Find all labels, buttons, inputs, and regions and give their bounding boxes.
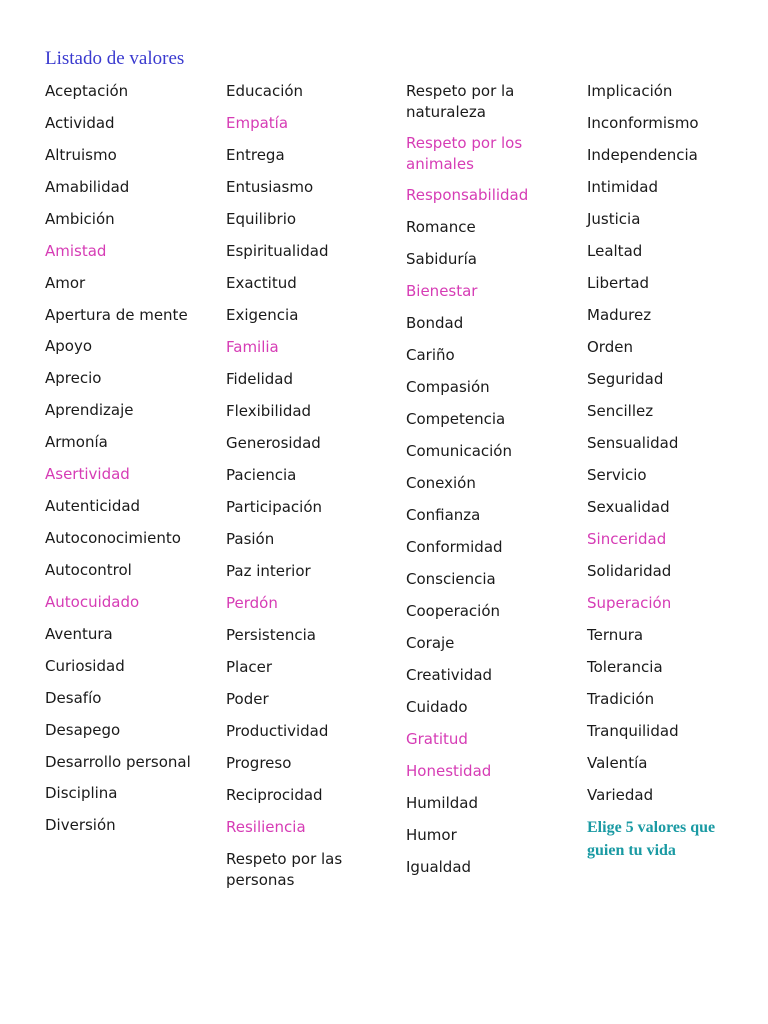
value-item: Conexión [406,474,476,492]
value-item: Diversión [45,816,116,834]
value-item: Disciplina [45,784,118,802]
value-item: Competencia [406,410,506,428]
value-item: Familia [226,338,279,356]
value-item: Orden [587,338,633,356]
value-item: Gratitud [406,730,468,748]
value-item: Coraje [406,634,455,652]
value-item: Desarrollo personal [45,753,191,771]
value-item: Resiliencia [226,818,306,836]
value-item: Flexibilidad [226,402,312,420]
value-item: Paz interior [226,562,311,580]
value-item: Aprendizaje [45,401,134,419]
value-item: Exactitud [226,274,297,292]
value-item: Seguridad [587,370,664,388]
value-item: Autocontrol [45,561,132,579]
value-item: Creatividad [406,666,493,684]
value-item: Desapego [45,721,121,739]
value-item: Amistad [45,242,107,260]
value-item: Empatía [226,114,289,132]
instruction-note: Elige 5 valores que guien tu vida [587,819,716,859]
value-item: Persistencia [226,626,316,644]
value-item: Reciprocidad [226,786,323,804]
value-item: Progreso [226,754,292,772]
value-item: Entrega [226,146,285,164]
value-item: Inconformismo [587,114,699,132]
value-item: Pasión [226,530,275,548]
values-column-4 [587,80,757,862]
value-item: Sexualidad [587,498,670,516]
value-item: Exigencia [226,306,299,324]
value-item: Equilibrio [226,210,297,228]
value-item: Productividad [226,722,329,740]
values-column-2 [226,80,396,900]
value-item: Desafío [45,689,102,707]
value-item: Sabiduría [406,250,477,268]
value-item: Sencillez [587,402,654,420]
value-item: Generosidad [226,434,321,452]
value-item: Asertividad [45,465,130,483]
value-item: Altruismo [45,146,117,164]
value-item: Autenticidad [45,497,141,515]
value-item: Poder [226,690,269,708]
value-item: Respeto por la naturaleza [406,82,515,121]
value-item: Ternura [587,626,644,644]
value-item: Compasión [406,378,490,396]
values-column-1 [45,80,215,846]
value-item: Ambición [45,210,115,228]
value-item: Apoyo [45,337,93,355]
value-item: Tolerancia [587,658,663,676]
value-item: Sinceridad [587,530,667,548]
value-item: Respeto por los animales [406,134,523,173]
value-item: Lealtad [587,242,643,260]
value-item: Curiosidad [45,657,125,675]
value-item: Comunicación [406,442,512,460]
value-item: Independencia [587,146,698,164]
value-item: Solidaridad [587,562,672,580]
value-item: Apertura de mente [45,306,188,324]
value-item: Humildad [406,794,478,812]
value-item: Igualdad [406,858,472,876]
value-item: Bondad [406,314,464,332]
value-item: Cariño [406,346,455,364]
value-item: Amor [45,274,86,292]
value-item: Confianza [406,506,481,524]
value-item: Participación [226,498,323,516]
values-column-3 [406,80,576,888]
value-item: Libertad [587,274,650,292]
value-item: Cooperación [406,602,501,620]
value-item: Madurez [587,306,652,324]
value-item: Placer [226,658,273,676]
value-item: Romance [406,218,476,236]
value-item: Actividad [45,114,115,132]
value-item: Educación [226,82,304,100]
values-column-4-items [587,80,757,806]
value-item: Intimidad [587,178,658,196]
value-item: Autocuidado [45,593,140,611]
value-item: Sensualidad [587,434,679,452]
value-item: Autoconocimiento [45,529,181,547]
value-item: Humor [406,826,457,844]
value-item: Armonía [45,433,108,451]
value-item: Responsabilidad [406,186,529,204]
value-item: Paciencia [226,466,297,484]
value-item: Aprecio [45,369,102,387]
page-title: Listado de valores [45,48,185,69]
value-item: Conformidad [406,538,503,556]
value-item: Implicación [587,82,673,100]
value-item: Honestidad [406,762,492,780]
value-item: Variedad [587,786,654,804]
value-item: Respeto por las personas [226,850,343,889]
value-item: Tranquilidad [587,722,679,740]
value-item: Perdón [226,594,278,612]
value-item: Amabilidad [45,178,130,196]
value-item: Aventura [45,625,113,643]
value-item: Fidelidad [226,370,294,388]
value-item: Consciencia [406,570,496,588]
value-item: Entusiasmo [226,178,314,196]
value-item: Valentía [587,754,648,772]
value-item: Espiritualidad [226,242,329,260]
value-item: Justicia [587,210,641,228]
value-item: Aceptación [45,82,129,100]
value-item: Tradición [587,690,655,708]
value-item: Superación [587,594,672,612]
value-item: Bienestar [406,282,478,300]
value-item: Cuidado [406,698,468,716]
value-item: Servicio [587,466,647,484]
